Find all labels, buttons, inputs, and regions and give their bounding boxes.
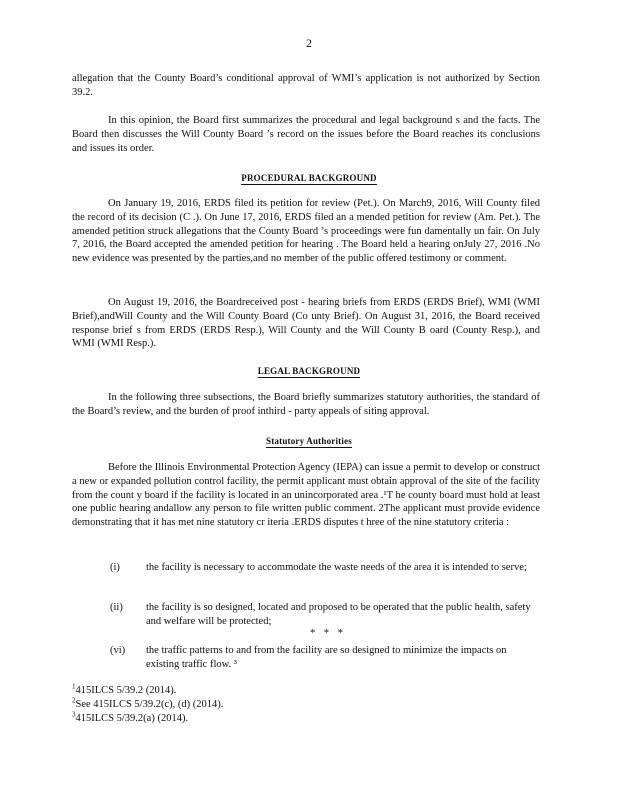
paragraph-briefs: On August 19, 2016, the Boardreceived post - hearing briefs from ERDS (ERDS Brief), WMI (WMI Brief),andWill County and the Will County Board (Co unty Brief). On August 31, 2016, the Board received response brief s from ERDS (ERDS Resp.), Will County and the Will County B oard (County Resp.), and WMI (WMI Resp.).	[72, 297, 540, 350]
footnote-text: 415ILCS 5/39.2 (2014).	[75, 685, 177, 696]
criterion-text: the traffic patterns to and from the facility are so designed to minimize the impacts on existing traffic flow. ³	[146, 645, 507, 670]
ellipsis-separator: * * *	[310, 628, 346, 639]
paragraph-procedural-history: On January 19, 2016, ERDS filed its petition for review (Pet.). On March9, 2016, Will County filed the record of its decision (C .). On June 17, 2016, ERDS filed an a mended petition for review (Am. Pet.). The amended petition struck allegations that the County Board ’s proceedings were fun damentally un fair. On July 7, 2016, the Board accepted the amended petition for hearing . The Board held a hearing onJuly 27, 2016 .No new evidence was presented by the parties,and no member of the public offered testimony or comment.	[72, 198, 540, 265]
criterion-text: the facility is so designed, located and proposed to be operated that the public health, safety and welfare will be protected;	[146, 602, 531, 627]
paragraph-subsections: In the following three subsections, the Board briefly summarizes statutory authorities, the standard of the Board’s review, and the burden of proof inthird - party appeals of siting approval.	[72, 392, 540, 417]
heading-legal-background-text: LEGAL BACKGROUND	[257, 366, 361, 376]
criterion-number: (i)	[110, 562, 120, 573]
heading-procedural-background	[0, 173, 618, 183]
footnote-mark: 1	[72, 682, 76, 691]
footnote-mark: 2	[72, 696, 76, 705]
criterion-text: the facility is necessary to accommodate the waste needs of the area it is intended to serve;	[146, 562, 527, 573]
footnote	[72, 698, 223, 711]
heading-statutory-authorities-text: Statutory Authorities	[266, 436, 352, 446]
paragraph-statutory-authorities: Before the Illinois Environmental Protection Agency (IEPA) can issue a permit to develop or construct a new or expanded pollution control facility, the permit applicant must obtain approval of the site of the facility from the count y board if the facility is located in an unincorporated area .¹T he county board must hold at least one public hearing andallow any person to file written public comment. 2The applicant must provide evidence demonstrating that it has met nine statutory cr iteria .ERDS disputes t hree of the nine statutory criteria :	[72, 462, 540, 529]
heading-procedural-background-text: PROCEDURAL BACKGROUND	[241, 173, 377, 183]
paragraph-allegation: allegation that the County Board’s conditional approval of WMI’s application is not authorized by Section 39.2.	[72, 73, 540, 98]
page-number: 2	[306, 36, 312, 50]
heading-legal-background	[0, 366, 618, 376]
criterion-number: (ii)	[110, 602, 123, 613]
footnote-text: 415ILCS 5/39.2(a) (2014).	[75, 713, 189, 724]
heading-statutory-authorities	[0, 436, 618, 446]
footnote-text: See 415ILCS 5/39.2(c), (d) (2014).	[75, 699, 224, 710]
footnote-mark: 3	[72, 710, 76, 719]
paragraph-opinion-overview: In this opinion, the Board first summarizes the procedural and legal background s and the facts. The Board then discusses the Will County Board ’s record on the issues before the Board reaches its conclusions and issues its order.	[72, 115, 540, 154]
criterion-number: (vi)	[110, 645, 126, 656]
footnote	[72, 712, 188, 725]
footnote	[72, 684, 176, 697]
